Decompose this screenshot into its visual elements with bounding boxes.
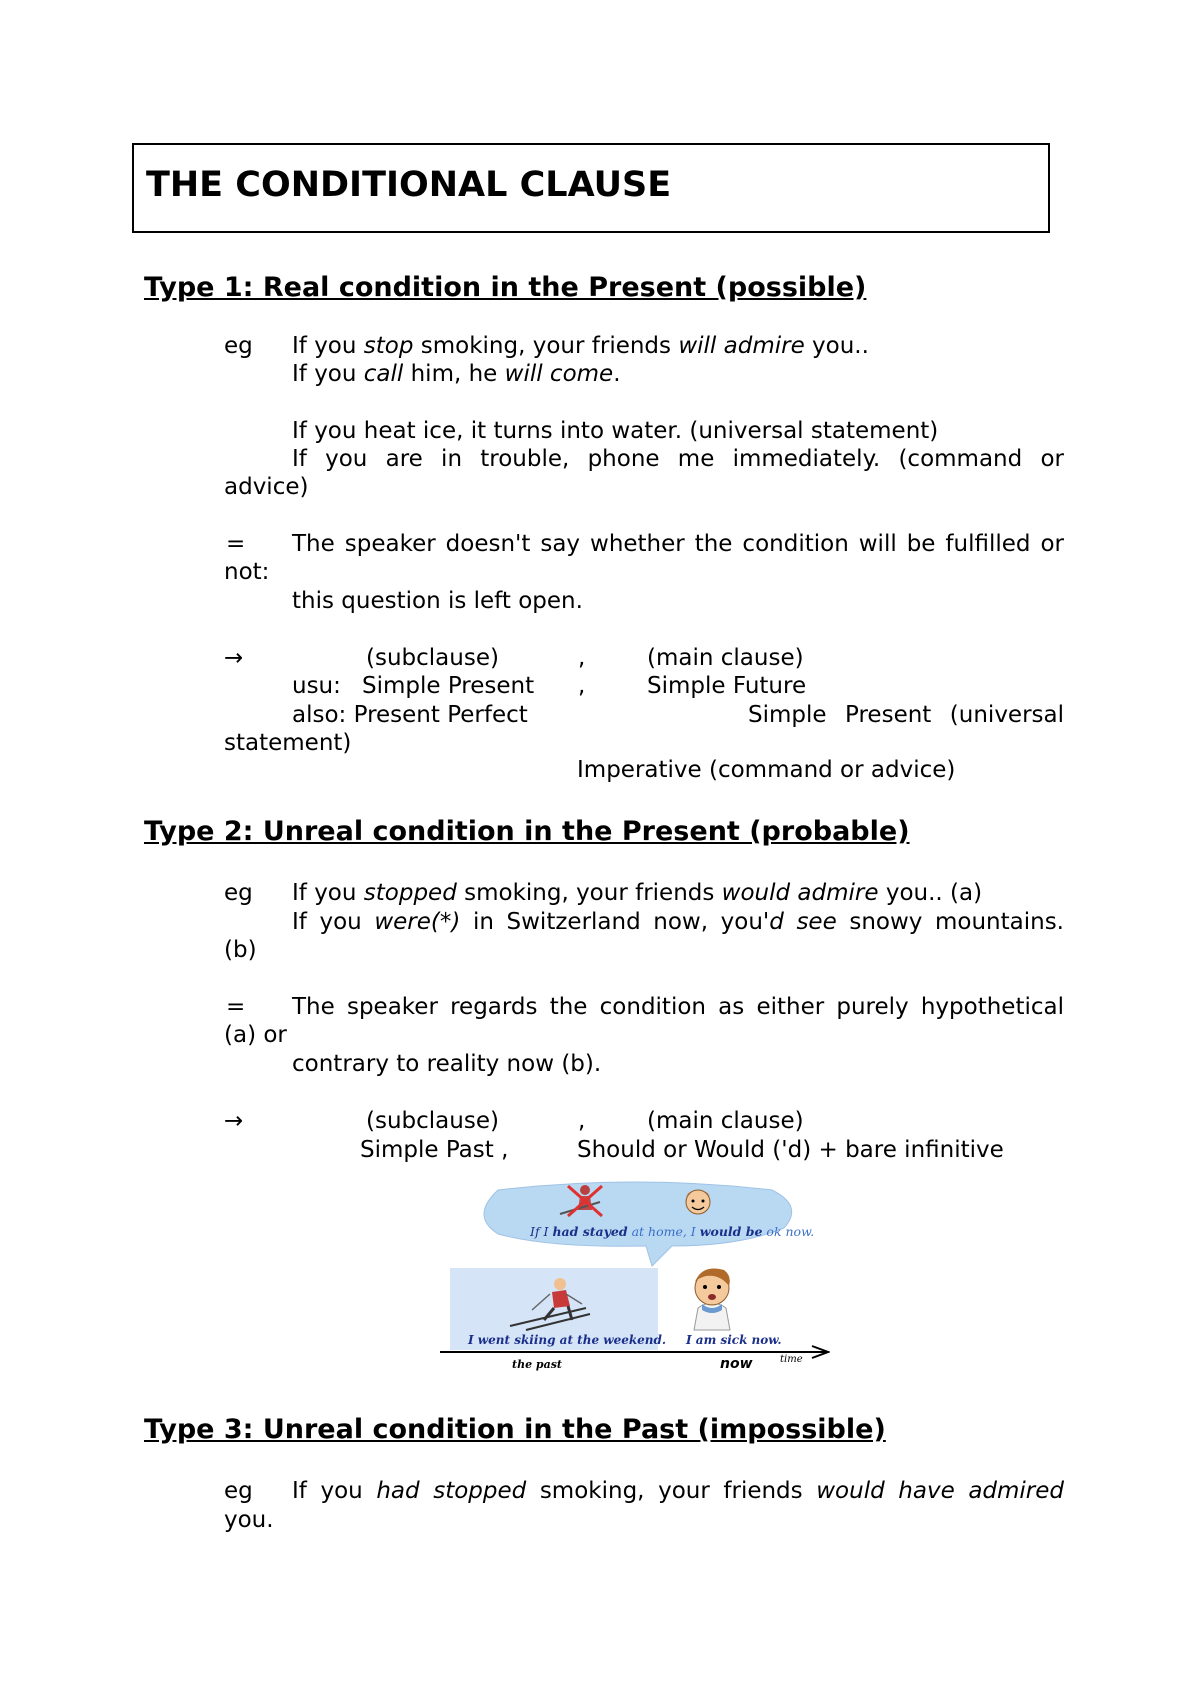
- type2-arrow: →: [224, 1108, 244, 1134]
- type1-imperative: Imperative (command or advice): [577, 757, 956, 783]
- label-time: time: [780, 1354, 803, 1365]
- page-title: THE CONDITIONAL CLAUSE: [146, 165, 672, 205]
- type1-explanation: The speaker doesn't say whether the condition will be fulfilled or: [292, 531, 1064, 557]
- type2-explanation-2: contrary to reality now (b).: [292, 1051, 602, 1077]
- type3-example-1-cont: you.: [224, 1507, 274, 1533]
- type1-example-2: If you call him, he will come.: [292, 361, 621, 387]
- conditional-illustration: [440, 1180, 830, 1372]
- type1-usu-label: usu:: [292, 673, 341, 699]
- type1-explanation-2: this question is left open.: [292, 588, 583, 614]
- type1-eg-label: eg: [224, 333, 253, 359]
- type1-also-main: Simple Present (universal: [748, 702, 1064, 728]
- title-box: [132, 143, 1050, 233]
- type2-subclause-label: (subclause): [366, 1108, 499, 1134]
- type1-heading: Type 1: Real condition in the Present (possible): [144, 272, 867, 303]
- type2-eg-label: eg: [224, 880, 253, 906]
- happy-face-icon: [686, 1190, 710, 1214]
- type2-explanation-cont: (a) or: [224, 1022, 287, 1048]
- type1-subclause-label: (subclause): [366, 645, 499, 671]
- type1-comma: ,: [578, 645, 586, 671]
- type2-comma: ,: [578, 1108, 586, 1134]
- label-now: now: [720, 1356, 753, 1372]
- bubble-text: If I had stayed at home, I would be ok now.: [530, 1224, 815, 1239]
- type2-subclause-form: Simple Past ,: [360, 1137, 509, 1163]
- past-caption: I went skiing at the weekend.: [468, 1333, 667, 1347]
- type1-equals: =: [226, 531, 246, 557]
- type3-example-1: If you had stopped smoking, your friends would have admired: [292, 1478, 1065, 1504]
- type1-explanation-cont: not:: [224, 559, 270, 585]
- type1-example-4-cont: advice): [224, 474, 309, 500]
- now-caption: I am sick now.: [686, 1333, 782, 1347]
- type1-also: also: Present Perfect: [292, 702, 528, 728]
- type2-explanation: The speaker regards the condition as either purely hypothetical: [292, 994, 1064, 1020]
- type1-usu-subclause: Simple Present: [362, 673, 535, 699]
- type2-main-clause-label: (main clause): [647, 1108, 804, 1134]
- type1-example-3: If you heat ice, it turns into water. (universal statement): [292, 418, 939, 444]
- type1-example-1: If you stop smoking, your friends will admire you..: [292, 333, 869, 359]
- type3-heading: Type 3: Unreal condition in the Past (impossible): [144, 1414, 886, 1445]
- type1-usu-comma: ,: [578, 673, 586, 699]
- type1-usu-main: Simple Future: [647, 673, 807, 699]
- label-past: the past: [512, 1358, 562, 1371]
- type3-eg-label: eg: [224, 1478, 253, 1504]
- type1-also-main-cont: statement): [224, 730, 352, 756]
- sick-person-icon: [694, 1269, 730, 1331]
- type1-arrow: →: [224, 645, 244, 671]
- type2-example-2-cont: (b): [224, 937, 257, 963]
- type2-main-form: Should or Would ('d) + bare infinitive: [577, 1137, 1004, 1163]
- type2-equals: =: [226, 994, 246, 1020]
- type2-example-2: If you were(*) in Switzerland now, you'd see snowy mountains.: [292, 909, 1064, 935]
- type1-example-4: If you are in trouble, phone me immediately. (command or: [292, 446, 1064, 472]
- type1-main-clause-label: (main clause): [647, 645, 804, 671]
- type2-example-1: If you stopped smoking, your friends would admire you.. (a): [292, 880, 983, 906]
- type2-heading: Type 2: Unreal condition in the Present (probable): [144, 816, 910, 847]
